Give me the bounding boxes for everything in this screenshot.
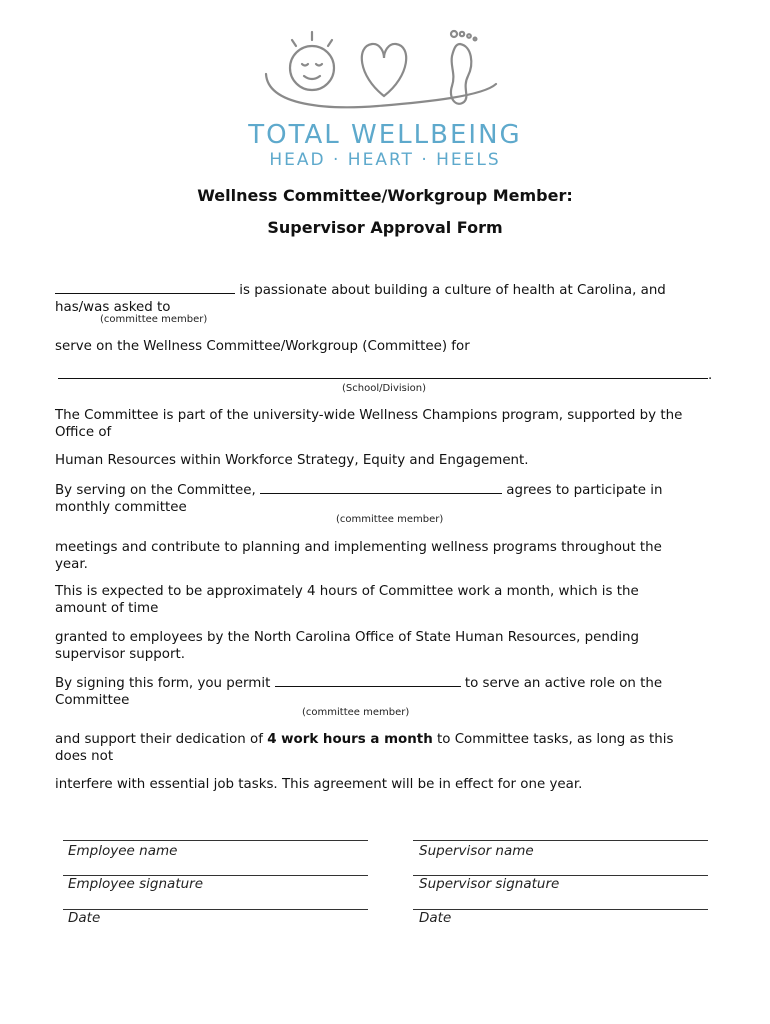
paragraph-serving	[55, 481, 715, 516]
committee-member-blank-1[interactable]	[55, 281, 235, 294]
granted-text-cont: supervisor support.	[55, 647, 185, 662]
intro-text: is passionate about building a culture of health at Carolina, and	[239, 283, 666, 298]
permit-text: By signing this form, you permit	[55, 676, 271, 691]
permit-text-mid: to serve an active role on the	[464, 676, 663, 691]
dedication-text-mid: to Committee tasks, as long as this	[437, 732, 674, 747]
caption-school-division: (School/Division)	[342, 383, 426, 394]
permit-text-cont: Committee	[55, 693, 130, 708]
employee-date-line[interactable]	[63, 909, 368, 910]
paragraph-permit	[55, 674, 715, 709]
caption-committee-member-1: (committee member)	[100, 314, 208, 325]
paragraph-meetings	[55, 539, 715, 573]
brand-name: TOTAL WELLBEING	[248, 120, 522, 150]
head-face-icon	[290, 46, 334, 90]
employee-name-label: Employee name	[68, 843, 178, 859]
employee-signature-label: Employee signature	[68, 876, 204, 892]
serving-text-mid: agrees to participate in	[506, 483, 663, 498]
intro-text-cont: has/was asked to	[55, 300, 171, 315]
serving-text-cont: monthly committee	[55, 500, 187, 515]
caption-committee-member-2: (committee member)	[336, 514, 444, 525]
committee-member-blank-3[interactable]	[275, 674, 461, 687]
paragraph-granted	[55, 629, 715, 663]
meetings-text-cont: year.	[55, 557, 88, 572]
total-wellbeing-logo	[258, 26, 508, 116]
paragraph-hr: Human Resources within Workforce Strategy, Equity and Engagement.	[55, 453, 529, 468]
form-subtitle: Supervisor Approval Form	[267, 218, 503, 237]
granted-text: granted to employees by the North Carolina Office of State Human Resources, pending	[55, 630, 640, 645]
hours-text: This is expected to be approximately 4 hours of Committee work a month, which is the	[55, 584, 639, 599]
supervisor-date-line[interactable]	[413, 909, 708, 910]
supervisor-date-label: Date	[419, 910, 452, 926]
brand-tagline: HEAD · HEART · HEELS	[269, 150, 501, 170]
hours-text-cont: amount of time	[55, 601, 159, 616]
paragraph-intro	[55, 281, 715, 316]
supervisor-name-label: Supervisor name	[419, 843, 534, 859]
heart-icon	[362, 44, 406, 96]
program-text-cont: Office of	[55, 425, 112, 440]
caption-committee-member-3: (committee member)	[302, 707, 410, 718]
paragraph-serve: serve on the Wellness Committee/Workgroup (Committee) for	[55, 339, 470, 354]
supervisor-name-line[interactable]	[413, 840, 708, 841]
serving-text: By serving on the Committee,	[55, 483, 256, 498]
dedication-hours-bold: 4 work hours a month	[267, 732, 433, 747]
form-title: Wellness Committee/Workgroup Member:	[197, 186, 573, 205]
supervisor-signature-label: Supervisor signature	[419, 876, 560, 892]
committee-member-blank-2[interactable]	[260, 481, 502, 494]
school-line: .	[58, 366, 714, 384]
dedication-text: and support their dedication of	[55, 732, 263, 747]
employee-date-label: Date	[68, 910, 101, 926]
school-division-blank[interactable]	[58, 366, 708, 379]
meetings-text: meetings and contribute to planning and implementing wellness programs throughout the	[55, 540, 662, 555]
dedication-text-cont: does not	[55, 749, 114, 764]
employee-name-line[interactable]	[63, 840, 368, 841]
paragraph-dedication	[55, 731, 715, 765]
program-text: The Committee is part of the university-wide Wellness Champions program, supported by the	[55, 408, 683, 423]
paragraph-program	[55, 407, 715, 441]
paragraph-hours	[55, 583, 715, 617]
paragraph-agreement: interfere with essential job tasks. This agreement will be in effect for one year.	[55, 777, 583, 792]
